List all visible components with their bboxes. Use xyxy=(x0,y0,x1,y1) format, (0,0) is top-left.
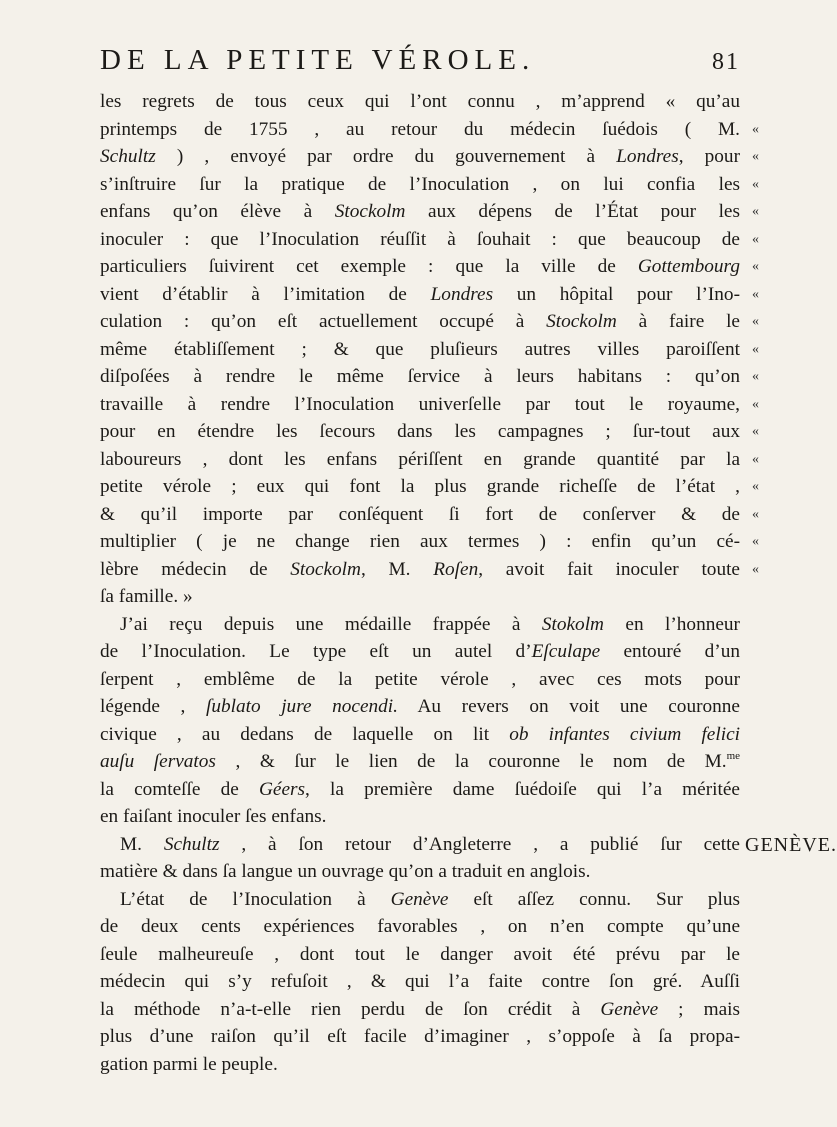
text-run: L’état de l’Inoculation à xyxy=(120,888,391,910)
text-run: printemps de 1755 , au retour du médecin ſuédois ( M. xyxy=(100,118,740,140)
text-run: eſt aſſez connu. Sur plus xyxy=(448,888,740,910)
text-line xyxy=(100,748,740,776)
text-run: aux dépens de l’État pour les xyxy=(405,201,740,222)
text-run: , à ſon retour d’Angleterre , a publié ſur cette xyxy=(219,833,740,855)
text-line xyxy=(100,913,740,941)
text-line xyxy=(100,308,740,336)
text-run: légende , xyxy=(100,696,206,717)
text-run: les regrets de tous ceux qui l’ont connu , m’apprend « qu’au xyxy=(100,91,740,112)
italic-text: Schultz xyxy=(100,146,156,167)
quote-mark: « xyxy=(752,314,759,329)
italic-text: Stokolm xyxy=(541,613,604,635)
text-run: de l’Inoculation. Le type eſt un autel d’ xyxy=(100,641,532,662)
text-run: , la première dame ſuédoiſe qui l’a méritée xyxy=(305,778,740,800)
italic-text: Londres xyxy=(430,283,494,305)
italic-text: Stockolm xyxy=(290,558,361,580)
text-run: gation parmi le peuple. xyxy=(100,1053,278,1075)
text-line xyxy=(100,1051,740,1079)
italic-text: ſublato jure nocendi. xyxy=(205,696,398,717)
italic-text: Roſen xyxy=(433,558,479,580)
text-line xyxy=(100,418,740,446)
text-run: en faiſant inoculer ſes enfans. xyxy=(100,806,327,827)
body-text xyxy=(100,88,740,1078)
text-run: M. xyxy=(120,833,164,855)
text-run: la comteſſe de xyxy=(100,778,259,800)
italic-text: Eſculape xyxy=(531,641,601,662)
quote-mark: « xyxy=(752,121,759,137)
quote-mark: « xyxy=(752,204,759,219)
margin-note: GENÈVE. xyxy=(745,834,837,856)
text-run: ) , envoyé par ordre du gouvernement à xyxy=(155,146,617,167)
text-run: à faire le xyxy=(616,311,740,332)
text-run: inoculer : que l’Inoculation réuſſit à ſouhait : que beaucoup de xyxy=(100,228,740,250)
italic-text: auſu ſervatos xyxy=(100,751,216,772)
text-line xyxy=(100,226,740,254)
text-line xyxy=(100,446,740,474)
text-line xyxy=(100,803,740,831)
text-line xyxy=(100,1023,740,1051)
text-run: , avoit fait inoculer toute xyxy=(478,558,740,580)
text-run: matière & dans ſa langue un ouvrage qu’on a traduit en anglois. xyxy=(100,861,591,882)
text-line xyxy=(100,941,740,969)
text-run: médecin qui s’y refuſoit , & qui l’a faite contre ſon gré. Auſſi xyxy=(100,971,740,992)
text-run: ſeule malheureuſe , dont tout le danger avoit été prévu par le xyxy=(100,943,740,965)
text-line xyxy=(100,391,740,419)
italic-text: ob infantes civium felici xyxy=(509,723,740,745)
italic-text: Stockolm xyxy=(546,311,617,332)
text-line xyxy=(100,583,740,611)
quote-mark: « xyxy=(752,396,759,412)
text-line xyxy=(100,171,740,199)
text-run: ſa famille. » xyxy=(100,586,193,607)
text-run: même établiſſement ; & que pluſieurs autres villes paroiſſent xyxy=(100,338,740,360)
text-run: multiplier ( je ne change rien aux termes ) : enfin qu’un cé- xyxy=(100,531,740,552)
text-run: culation : qu’on eſt actuellement occupé à xyxy=(100,311,547,332)
text-run: particuliers ſuivirent cet exemple : que la ville de xyxy=(100,256,638,277)
quote-mark: « xyxy=(752,369,759,384)
italic-text: Genève xyxy=(390,888,449,910)
quote-mark: « xyxy=(752,451,759,467)
text-line xyxy=(100,143,740,171)
text-line xyxy=(100,116,740,144)
text-run: un hôpital pour l’Ino- xyxy=(493,283,740,305)
quote-mark: « xyxy=(752,231,759,247)
quote-mark: « xyxy=(752,149,759,164)
quote-mark: « xyxy=(752,479,759,494)
italic-text: Géers xyxy=(258,778,306,800)
text-line xyxy=(100,363,740,391)
text-line xyxy=(100,996,740,1024)
text-line xyxy=(100,721,740,749)
text-line xyxy=(100,198,740,226)
superscript: me xyxy=(726,750,741,762)
text-line xyxy=(100,473,740,501)
quote-mark: « xyxy=(752,534,759,549)
text-run: de deux cents expériences favorables , on n’en compte qu’une xyxy=(100,916,740,937)
text-run: , & ſur le lien de la couronne le nom de M. xyxy=(215,751,727,772)
italic-text: Genève xyxy=(600,998,659,1020)
text-line xyxy=(100,831,740,859)
text-run: , M. xyxy=(360,558,434,580)
text-run: diſpoſées à rendre le même ſervice à leurs habitans : qu’on xyxy=(100,366,740,387)
text-run: & qu’il importe par conſéquent ſi fort de conſerver & de xyxy=(100,503,740,525)
text-line xyxy=(100,556,740,584)
quote-mark: « xyxy=(752,286,759,302)
text-line xyxy=(100,501,740,529)
text-run: plus d’une raiſon qu’il eſt facile d’imaginer , s’oppoſe à ſa propa- xyxy=(100,1026,740,1047)
text-run: enfans qu’on élève à xyxy=(100,201,335,222)
italic-text: Londres xyxy=(616,146,679,167)
text-run: travaille à rendre l’Inoculation univerſelle par tout le royaume, xyxy=(100,393,740,415)
running-title: DE LA PETITE VÉROLE. xyxy=(100,44,536,76)
text-run: laboureurs , dont les enfans périſſent en grande quantité par la xyxy=(100,448,740,470)
text-run: petite vérole ; eux qui font la plus grande richeſſe de l’état , xyxy=(100,476,740,497)
quote-mark: « xyxy=(752,424,759,439)
text-line xyxy=(100,611,740,639)
text-run: pour en étendre les ſecours dans les campagnes ; ſur-tout aux xyxy=(100,421,740,442)
text-run: J’ai reçu depuis une médaille frappée à xyxy=(120,613,542,635)
quote-mark: « xyxy=(752,259,759,274)
text-run: s’inſtruire ſur la pratique de l’Inoculation , on lui confia les xyxy=(100,173,740,195)
text-run: entouré d’un xyxy=(600,641,740,662)
text-line xyxy=(100,88,740,116)
italic-text: Stockolm xyxy=(334,201,406,222)
text-line xyxy=(100,281,740,309)
text-run: lèbre médecin de xyxy=(100,558,291,580)
quote-mark: « xyxy=(752,506,759,522)
text-line xyxy=(100,968,740,996)
text-line xyxy=(100,253,740,281)
quote-mark: « xyxy=(752,176,759,192)
text-line xyxy=(100,336,740,364)
text-run: vient d’établir à l’imitation de xyxy=(100,283,431,305)
text-run: la méthode n’a-t-elle rien perdu de ſon crédit à xyxy=(100,998,601,1020)
text-run: en l’honneur xyxy=(603,613,740,635)
text-line xyxy=(100,886,740,914)
quote-mark: « xyxy=(752,341,759,357)
italic-text: Gottembourg xyxy=(637,256,740,277)
text-run: , pour xyxy=(678,146,740,167)
page-header xyxy=(100,44,740,77)
text-run: ; mais xyxy=(658,998,740,1020)
text-line xyxy=(100,528,740,556)
text-line xyxy=(100,666,740,694)
text-line xyxy=(100,776,740,804)
text-line xyxy=(100,638,740,666)
text-run: Au revers on voit une couronne xyxy=(397,696,740,717)
page-number: 81 xyxy=(712,49,740,75)
quote-mark: « xyxy=(752,561,759,577)
italic-text: Schultz xyxy=(163,833,220,855)
text-line xyxy=(100,693,740,721)
text-run: ſerpent , emblême de la petite vérole , avec ces mots pour xyxy=(100,668,740,690)
text-run: civique , au dedans de laquelle on lit xyxy=(100,723,510,745)
text-line xyxy=(100,858,740,886)
